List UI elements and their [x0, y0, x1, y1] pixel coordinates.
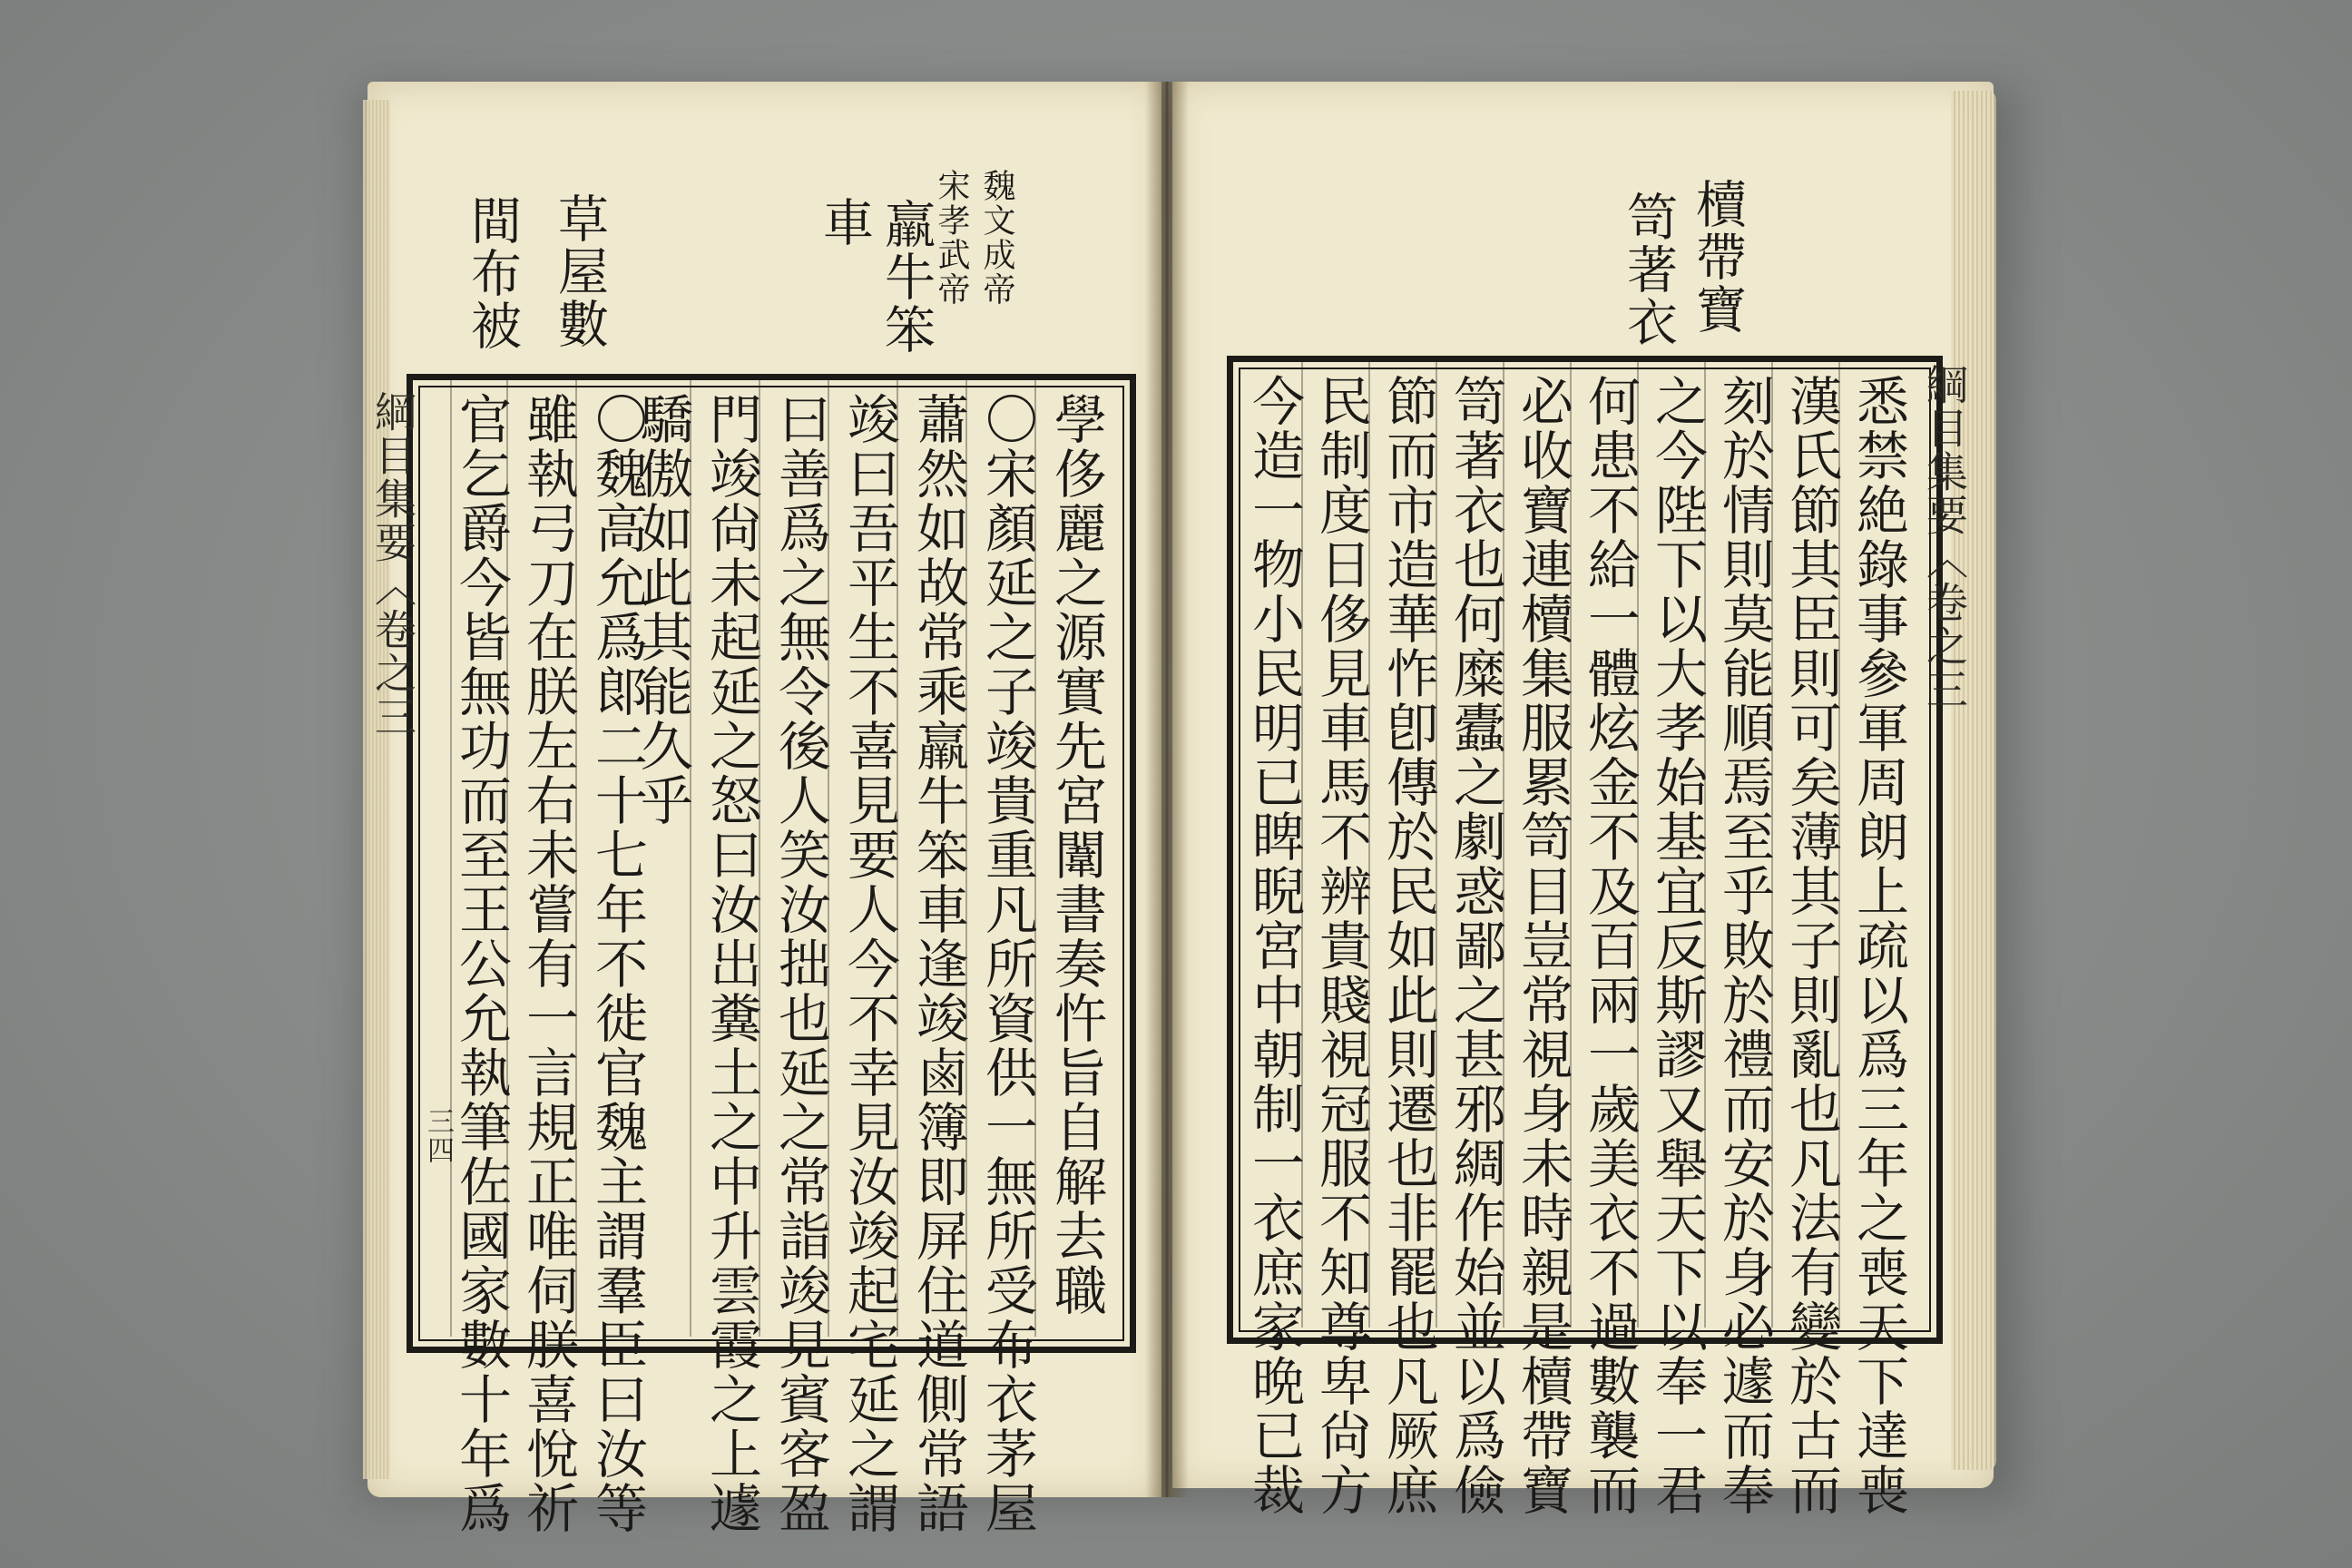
right-column-rule: [1301, 361, 1303, 1328]
book-gutter: [1145, 82, 1189, 1497]
left-column-rule: [897, 379, 898, 1337]
right-body-col-9: 民制度日侈見車馬不辨貴賤視冠服不知尊卑尙方: [1310, 374, 1372, 1517]
left-folio: 三四: [422, 1107, 454, 1165]
right-column-rule: [1704, 361, 1706, 1328]
left-body-col-4: 竣曰吾平生不喜見要人今不幸見汝竣起宅延之謂: [838, 392, 900, 1535]
left-body-col-2: 〇宋顏延之子竣貴重凡所資供一無所受布衣茅屋: [976, 392, 1038, 1535]
right-column-rule: [1436, 361, 1437, 1328]
right-column-rule: [1838, 361, 1840, 1328]
right-body-col-8: 節而市造華怍卽傳於民如此則遷也非罷也凡厥庶: [1377, 374, 1439, 1517]
right-page-edges: [1951, 91, 1996, 1470]
left-body-col-8: 〇魏高允爲郞二十七年不徙官魏主謂羣臣曰汝等: [586, 392, 648, 1535]
right-body-col-6: 必收寶連櫝集服累笥目豈常視身未時親是櫝帶寶: [1512, 374, 1573, 1517]
left-body-col-10: 官乞爵今皆無功而至王公允執筆佐國家數十年爲: [450, 392, 512, 1535]
right-header-heading-1: 櫝帶寶: [1688, 178, 1747, 336]
right-column-rule: [1503, 361, 1504, 1328]
right-column-rule: [1771, 361, 1773, 1328]
left-column-rule: [759, 379, 760, 1337]
left-body-col-5: 曰善爲之無令後人笑汝拙也延之常詣竣見賓客盈: [769, 392, 831, 1535]
left-column-rule: [1034, 379, 1036, 1337]
left-header-note-2: 魏文成帝: [978, 169, 1015, 307]
right-column-rule: [1368, 361, 1370, 1328]
left-header-heading-2: 車: [815, 196, 874, 249]
right-body-col-2: 漢氏節其臣則可矣薄其子則亂也凡法有變於古而: [1780, 374, 1842, 1517]
left-header-heading-4: 間布被: [463, 194, 522, 352]
left-body-col-7: 驕傲如此其能久乎: [632, 392, 693, 828]
left-body-col-6: 門竣尙未起延之怒曰汝出糞土之中升雲霞之上遽: [701, 392, 762, 1535]
left-column-rule: [690, 379, 691, 1337]
right-spine-label: 綱目集要〈卷之三: [1920, 363, 1969, 711]
left-header-note-1: 宋孝武帝: [933, 169, 970, 307]
right-body-col-10: 今造一物小民明已睥睨宮中朝制一衣庶家晩已裁: [1243, 374, 1305, 1517]
right-body-col-7: 笥著衣也何糜蠹之劇惑鄙之甚邪綢作始並以爲儉: [1445, 374, 1506, 1517]
left-spine-label: 綱目集要〈卷之三: [368, 390, 417, 739]
right-body-col-5: 何患不給一體炫金不及百兩一歲美衣不過數襲而: [1579, 374, 1641, 1517]
left-header-heading-1: 羸牛笨: [877, 198, 936, 356]
right-body-col-3: 刻於情則莫能順焉至乎敗於禮而安於身必遽而奉: [1713, 374, 1775, 1517]
left-body-col-9: 雖執弓刀在朕左右未嘗有一言規正唯伺朕喜悅祈: [517, 392, 579, 1535]
right-column-rule: [1570, 361, 1572, 1328]
right-column-rule: [1637, 361, 1639, 1328]
left-column-rule: [575, 379, 577, 1337]
left-column-rule: [450, 379, 452, 1337]
left-column-rule: [828, 379, 829, 1337]
right-header-heading-2: 笥著衣: [1619, 191, 1678, 348]
right-body-col-4: 之今陛下以大孝始基宜反斯謬又舉天下以奉一君: [1646, 374, 1708, 1517]
left-body-col-1: 學侈麗之源實先宮闈書奏忤旨自解去職: [1045, 392, 1107, 1318]
left-header-heading-3: 草屋數: [550, 192, 609, 350]
left-column-rule: [965, 379, 967, 1337]
right-body-col-1: 悉禁絶錄事參軍周朗上疏以爲三年之喪天下達喪: [1847, 374, 1909, 1517]
left-page-edges: [363, 100, 390, 1479]
left-body-col-3: 蕭然如故常乘羸牛笨車逢竣鹵簿即屏住道側常語: [907, 392, 969, 1535]
left-column-rule: [506, 379, 508, 1337]
